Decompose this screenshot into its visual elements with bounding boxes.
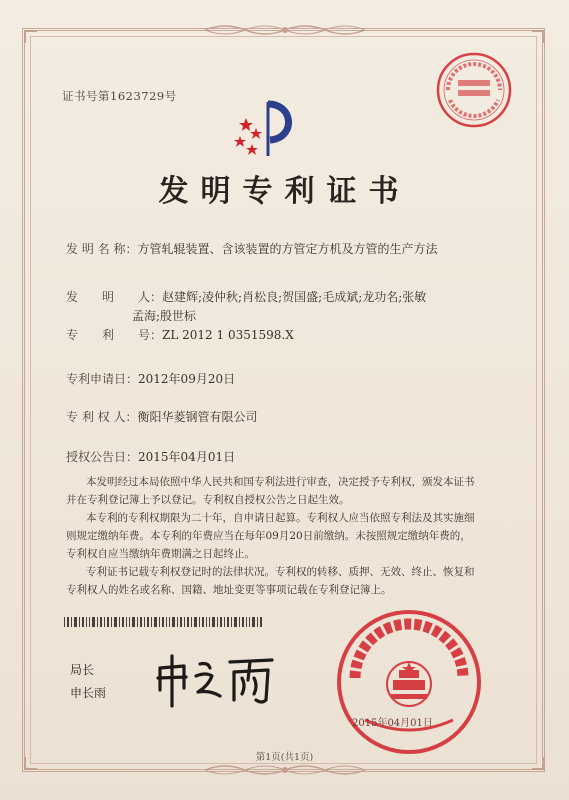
- patent-number-label: 专 利 号：: [66, 328, 163, 342]
- filing-date-value: 2012年09月20日: [138, 372, 236, 386]
- seal-date: 2015年04月01日: [352, 718, 433, 729]
- corner-ornament-icon: [531, 30, 545, 44]
- inventor-row: [66, 288, 426, 305]
- paragraph-line: 并在专利登记簿上予以登记。专利权自授权公告之日起生效。: [66, 494, 350, 506]
- page-number: 第1页(共1页): [255, 752, 314, 763]
- document-title: 发明专利证书: [158, 174, 411, 209]
- invention-name-label: 发 明 名 称：: [66, 242, 138, 256]
- inventor-value: 赵建辉;凌仲秋;肖松良;贺国盛;毛成斌;龙功名;张敏: [162, 290, 427, 304]
- paragraph-line: 专利权人的姓名或名称、国籍、地址变更等事项记载在专利登记簿上。: [66, 584, 392, 596]
- patentee-value: 衡阳华菱钢管有限公司: [137, 410, 258, 424]
- paragraph-line: 则规定缴纳年费。本专利的年费应当在每年09月20日前缴纳。未按照规定缴纳年费的，: [66, 530, 471, 542]
- bottom-ornament-icon: [200, 762, 370, 778]
- patent-number-value: ZL 2012 1 0351598.X: [162, 328, 294, 342]
- grant-date-label: 授权公告日：: [66, 450, 139, 464]
- patent-number-row: [66, 326, 294, 343]
- director-title: 局长: [70, 663, 95, 677]
- paragraph-line: 专利证书记载专利权登记时的法律状况。专利权的转移、质押、无效、终止、恢复和: [86, 566, 475, 578]
- patentee-row: [66, 408, 257, 425]
- official-seal-icon: [335, 608, 483, 756]
- paragraph-line: 本专利的专利权期限为二十年，自申请日起算。专利权人应当依照专利法及其实施细: [86, 512, 475, 524]
- filing-date-label: 专利申请日：: [66, 372, 139, 386]
- corner-ornament-icon: [24, 30, 38, 44]
- proxy-seal-icon: [434, 50, 514, 130]
- barcode-icon: [64, 617, 264, 627]
- director-name: 申长雨: [70, 686, 107, 700]
- grant-date-row: [66, 448, 235, 465]
- director-signature-icon: [150, 650, 285, 710]
- paragraph-line: 本发明经过本局依照中华人民共和国专利法进行审查，决定授予专利权，颁发本证书: [86, 476, 475, 488]
- paragraph-line: 专利权自应当缴纳年费期满之日起终止。: [66, 548, 255, 560]
- invention-name-value: 方管轧辊装置、含该装置的方管定方机及方管的生产方法: [137, 242, 438, 256]
- certificate-number: 证书号第1623729号: [62, 89, 177, 103]
- invention-name-row: [66, 240, 437, 257]
- patent-office-logo-icon: [232, 98, 300, 160]
- top-ornament-icon: [200, 22, 370, 38]
- filing-date-row: [66, 370, 235, 387]
- inventor-label: 发 明 人：: [66, 290, 163, 304]
- inventor-value-continued: 孟海;殷世标: [132, 309, 197, 323]
- patentee-label: 专 利 权 人：: [66, 410, 138, 424]
- grant-date-value: 2015年04月01日: [138, 450, 236, 464]
